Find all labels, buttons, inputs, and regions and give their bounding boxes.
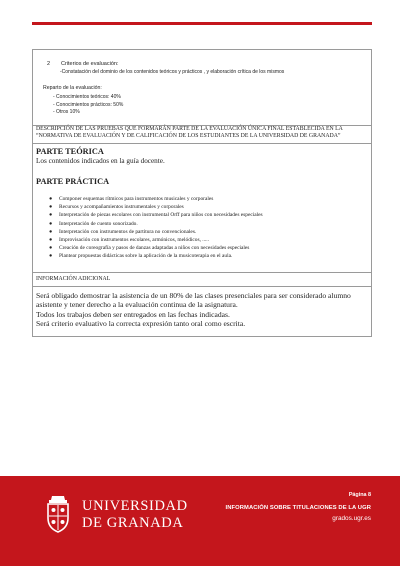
bullet-icon: ● (49, 245, 53, 252)
divider (33, 286, 371, 287)
bullet-icon: ● (49, 196, 53, 202)
additional-info-text (36, 291, 371, 329)
list-item: - Conocimientos teóricos: 40% (53, 94, 121, 100)
list-item (49, 195, 263, 203)
list-item-text: Improvisación con instrumentos escolares, armónicos, melódicos, ..... (59, 237, 210, 244)
bullet-icon: ● (49, 228, 53, 235)
list-item-text: Plantear propuestas didácticas sobre la aplicación de la musicoterapia en el aula. (59, 253, 233, 260)
practice-heading: PARTE PRÁCTICA (36, 177, 110, 186)
bullet-icon: ● (49, 204, 53, 211)
criteria-number: 2 (47, 61, 51, 67)
evaluation-table (32, 49, 372, 337)
list-item: - Conocimientos prácticos: 50% (53, 101, 124, 108)
criteria-title: Criterios de evaluación: (61, 61, 119, 67)
list-item (49, 244, 263, 252)
list-item-text: Creación de coreografía y pasos de danzas adaptadas a niños con necesidades especiales (59, 245, 250, 252)
list-item-text: Interpretación de piezas escolares con instrumental Orff para niños con necesidades especiales (59, 212, 263, 219)
list-item-text: Interpretación de cuento sonorizado. (59, 220, 138, 227)
bullet-icon: ● (49, 253, 53, 260)
additional-info-title: INFORMACIÓN ADICIONAL (36, 276, 111, 282)
bullet-icon: ● (49, 220, 53, 227)
university-name (82, 498, 188, 532)
grading-breakdown-list (53, 94, 123, 117)
theory-heading: PARTE TEÓRICA (36, 147, 104, 156)
list-item (49, 252, 263, 260)
bullet-icon: ● (49, 212, 53, 219)
info-paragraph: Todos los trabajos deben ser entregados en las fechas indicadas. (36, 309, 230, 319)
criteria-description: -Constatación del dominio de los contenidos teóricos y prácticos , y elaboración crítica de los mismos (60, 69, 285, 75)
university-name-line: DE GRANADA (82, 515, 184, 531)
theory-text: Los contenidos indicados en la guía docente. (36, 157, 165, 165)
divider (33, 143, 371, 144)
list-item-text: Recursos y acompañamientos instrumentales y corporales (59, 204, 184, 211)
university-name-line: UNIVERSIDAD (82, 498, 188, 514)
info-paragraph: Será criterio evaluativo la correcta expresión tanto oral como escrita. (36, 319, 246, 329)
university-crest-icon (43, 494, 73, 534)
list-item (49, 228, 263, 236)
divider (33, 272, 371, 273)
criteria-section (33, 50, 371, 125)
list-item (49, 211, 263, 219)
footer-info-title: INFORMACIÓN SOBRE TITULACIONES DE LA UGR (225, 505, 371, 511)
page-footer (0, 476, 400, 566)
final-exam-description: DESCRIPCIÓN DE LAS PRUEBAS QUE FORMARÁN PARTE DE LA EVALUACIÓN ÚNICA FINAL ESTABLECIDA EN LA “NORMATIVA DE EVALUACIÓN Y DE CALIFICACIÓN DE LOS ESTUDIANTES DE LA UNIVERSIDAD DE GRANADA” (36, 126, 343, 140)
footer-website-link[interactable]: grados.ugr.es (332, 515, 371, 522)
bullet-icon: ● (49, 237, 53, 244)
top-red-rule (32, 22, 372, 25)
list-item (49, 236, 263, 244)
list-item (49, 220, 263, 228)
page-number: Página 8 (348, 492, 371, 498)
list-item (49, 203, 263, 211)
grading-breakdown-title: Reparto de la evaluación: (43, 85, 102, 91)
list-item-text: Interpretación con instrumentos de partitura no convencionales. (59, 228, 197, 235)
list-item-text: Componer esquemas rítmicos para instrumentos musicales y corporales (59, 196, 214, 202)
list-item: - Otros 10% (53, 109, 80, 116)
info-paragraph: Será obligado demostrar la asistencia de un 80% de las clases presenciales para ser considerado alumno asistente y tener derecho a la evaluación continua de la asignatura. (36, 291, 351, 310)
practice-list (49, 195, 263, 261)
